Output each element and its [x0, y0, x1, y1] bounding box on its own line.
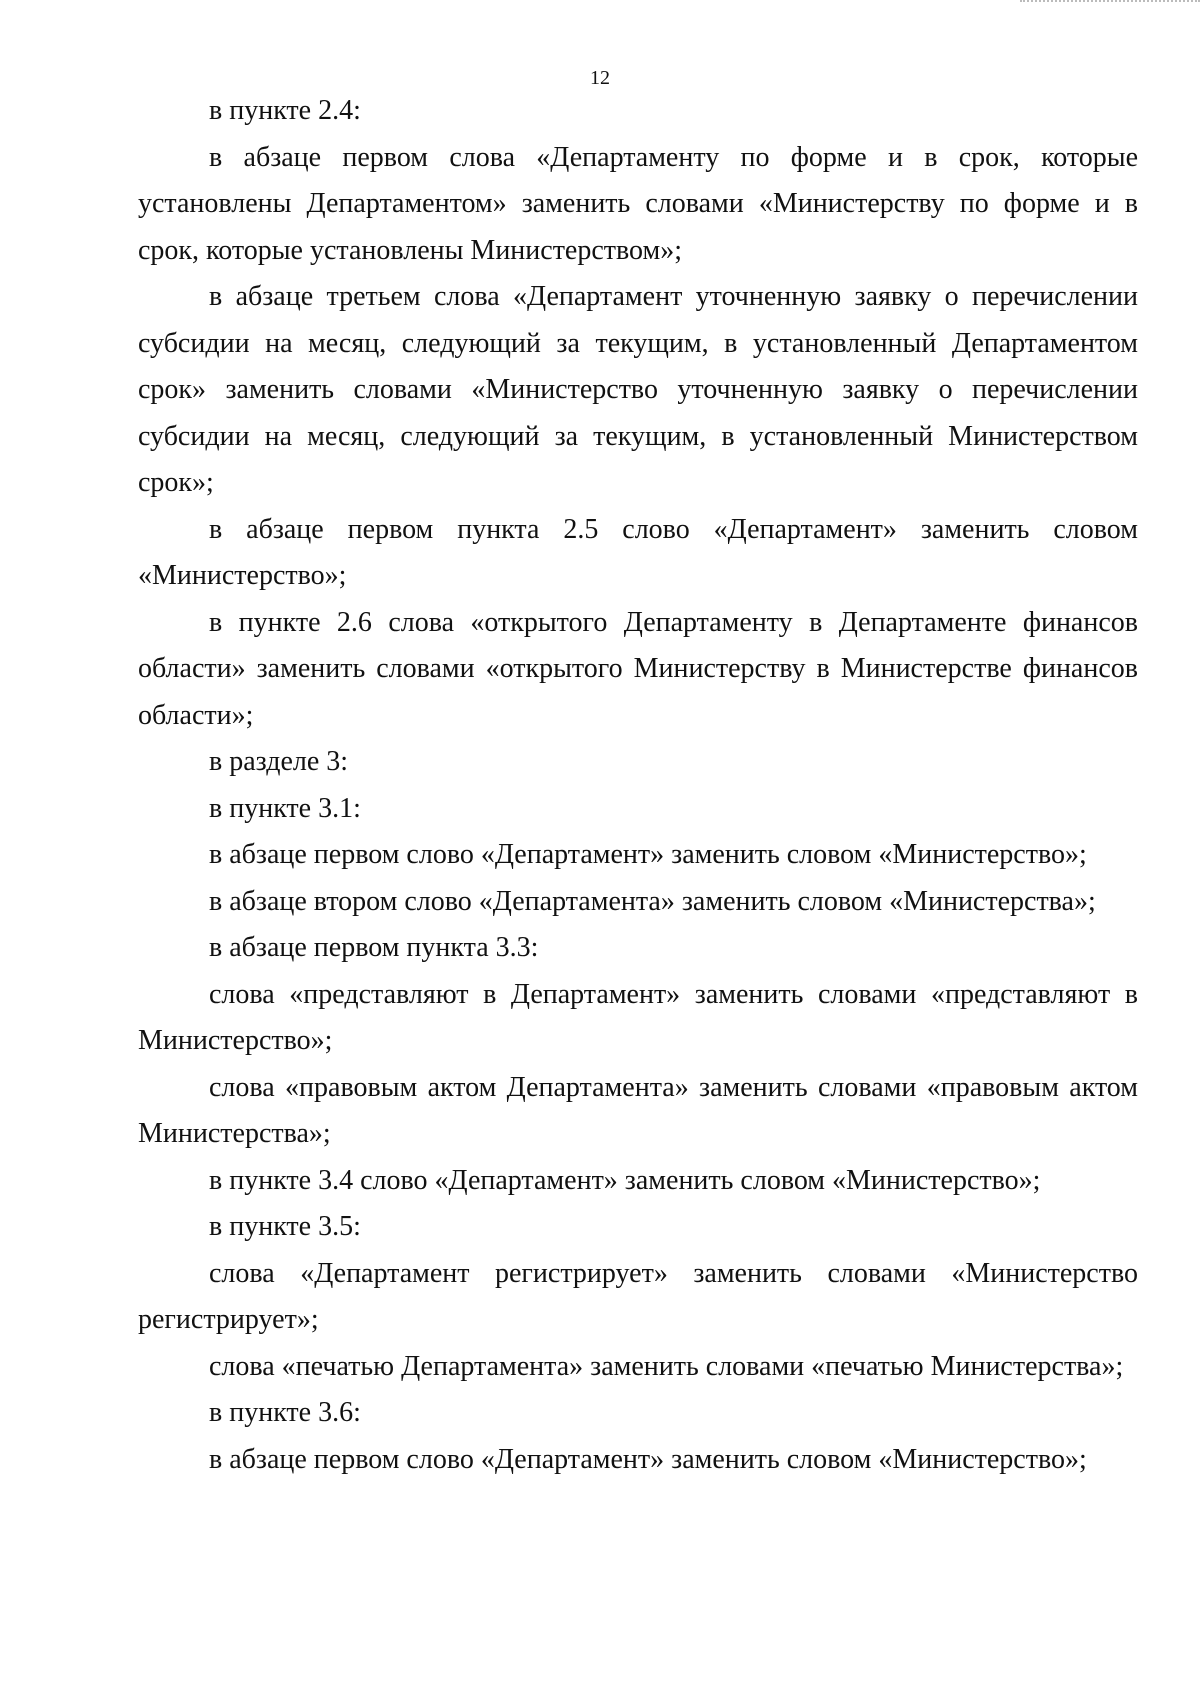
- page-number: 12: [590, 67, 610, 89]
- paragraph: в абзаце первом слова «Департаменту по форме и в срок, которые установлены Департаментом» заменить словами «Министерству по форме и в срок, которые установлены Министерством»;: [138, 141, 1138, 266]
- paragraph: в абзаце втором слово «Департамента» заменить словом «Министерства»;: [209, 885, 1096, 917]
- paragraph: слова «правовым актом Департамента» заменить словами «правовым актом Министерства»;: [138, 1071, 1138, 1149]
- paragraph: в пункте 3.4 слово «Департамент» заменить словом «Министерство»;: [209, 1164, 1041, 1196]
- paragraph: в пункте 2.4:: [209, 95, 361, 126]
- paragraph: в абзаце первом слово «Департамент» заменить словом «Министерство»;: [209, 839, 1087, 870]
- paragraph: в абзаце первом пункта 3.3:: [209, 932, 539, 963]
- paragraph: в разделе 3:: [209, 746, 349, 777]
- paragraph: в абзаце третьем слова «Департамент уточненную заявку о перечислении субсидии на месяц, следующий за текущим, в установленный Департаментом срок» заменить словами «Министерство уточненную заявку о перечислении субсидии на месяц, следующий за текущим, в установленный Министерством срок»;: [138, 281, 1138, 498]
- scan-edge-mark: [1020, 0, 1200, 6]
- paragraph: в абзаце первом пункта 2.5 слово «Департамент» заменить словом «Министерство»;: [138, 513, 1138, 591]
- paragraph: слова «Департамент регистрирует» заменить словами «Министерство регистрирует»;: [138, 1257, 1138, 1335]
- paragraph: в абзаце первом слово «Департамент» заменить словом «Министерство»;: [209, 1443, 1087, 1475]
- paragraph: в пункте 3.1:: [209, 792, 361, 824]
- paragraph: в пункте 2.6 слова «открытого Департаменту в Департаменте финансов области» заменить словами «открытого Министерству в Министерстве финансов области»;: [138, 606, 1138, 731]
- document-body: [138, 88, 1138, 1483]
- paragraph: слова «печатью Департамента» заменить словами «печатью Министерства»;: [209, 1350, 1124, 1382]
- paragraph: слова «представляют в Департамент» заменить словами «представляют в Министерство»;: [138, 978, 1138, 1056]
- paragraph: в пункте 3.6:: [209, 1397, 361, 1428]
- paragraph: в пункте 3.5:: [209, 1211, 361, 1242]
